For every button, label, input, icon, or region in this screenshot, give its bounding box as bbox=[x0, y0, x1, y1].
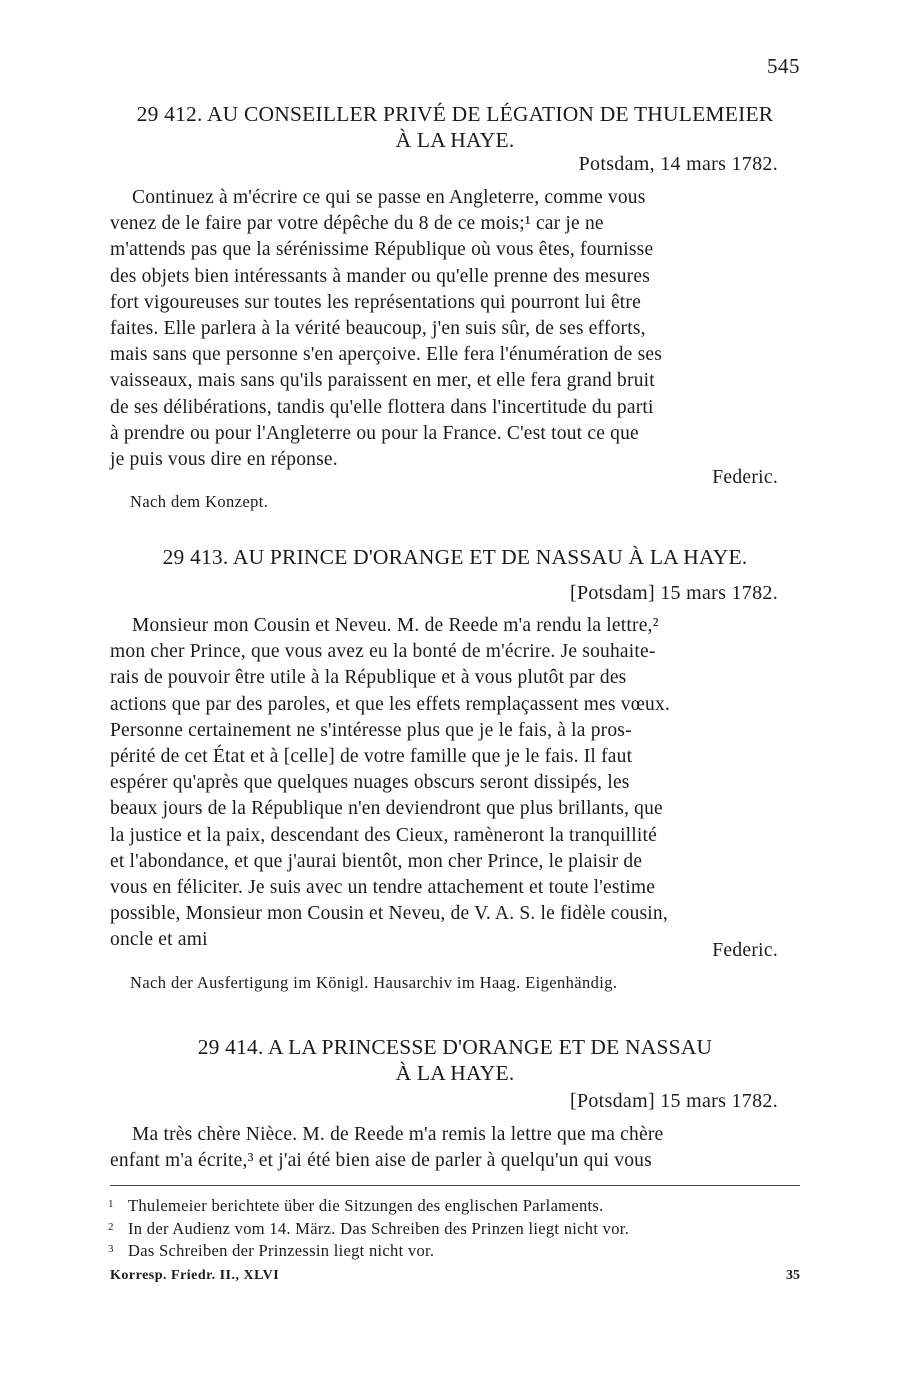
footnotes bbox=[108, 1194, 808, 1262]
heading-line: 29 414. A LA PRINCESSE D'ORANGE ET DE NASSAU bbox=[197, 1035, 713, 1059]
body-line: des objets bien intéressants à mander ou qu'elle prenne des mesures bbox=[110, 265, 651, 287]
body-line: rais de pouvoir être utile à la République et à vous plutôt par des bbox=[110, 667, 627, 689]
source-note-29412: Nach dem Konzept. bbox=[130, 492, 269, 511]
body-line: venez de le faire par votre dépêche du 8 de ce mois;¹ car je ne bbox=[110, 213, 604, 235]
body-line: possible, Monsieur mon Cousin et Neveu, de V. A. S. le fidèle cousin, bbox=[110, 903, 668, 925]
signature-29412: Federic. bbox=[712, 467, 778, 488]
body-line: de ses délibérations, tandis qu'elle flottera dans l'incertitude du parti bbox=[110, 396, 654, 418]
footnote-number: 2 bbox=[108, 1220, 114, 1233]
body-line: m'attends pas que la sérénissime République où vous êtes, fournisse bbox=[110, 239, 654, 261]
dateline-29413: [Potsdam] 15 mars 1782. bbox=[570, 582, 778, 604]
body-line: à prendre ou pour l'Angleterre ou pour la France. C'est tout ce que bbox=[110, 422, 639, 444]
body-line: fort vigoureuses sur toutes les représentations qui pourront lui être bbox=[110, 291, 641, 313]
source-note-29413: Nach der Ausfertigung im Königl. Hausarchiv im Haag. Eigenhändig. bbox=[130, 973, 618, 992]
body-line: la justice et la paix, descendant des Cieux, ramèneront la tranquillité bbox=[110, 824, 658, 846]
heading-line: À LA HAYE. bbox=[395, 1061, 515, 1085]
footnote-3 bbox=[108, 1239, 808, 1262]
letter-body-29412 bbox=[110, 185, 800, 473]
letter-heading-29413 bbox=[110, 544, 800, 570]
footnote-1 bbox=[108, 1194, 808, 1217]
footer-sheet-number: 35 bbox=[786, 1268, 800, 1283]
body-line: et l'abondance, et que j'aurai bientôt, mon cher Prince, le plaisir de bbox=[110, 850, 643, 872]
letter-body-29413 bbox=[110, 613, 800, 954]
body-line: périté de cet État et à [celle] de votre famille que je le fais. Il faut bbox=[110, 746, 633, 768]
footnote-2 bbox=[108, 1217, 808, 1240]
body-line: actions que par des paroles, et que les effets remplaçassent mes vœux. bbox=[110, 693, 670, 715]
heading-line: 29 412. AU CONSEILLER PRIVÉ DE LÉGATION DE THULEMEIER bbox=[136, 102, 774, 126]
footnote-rule bbox=[110, 1185, 800, 1186]
footnote-text: Das Schreiben der Prinzessin liegt nicht vor. bbox=[128, 1241, 435, 1260]
letter-heading-29412 bbox=[110, 101, 800, 153]
dateline-29414: [Potsdam] 15 mars 1782. bbox=[570, 1090, 778, 1112]
body-line: espérer qu'après que quelques nuages obscurs seront dissipés, les bbox=[110, 772, 630, 794]
dateline-29412: Potsdam, 14 mars 1782. bbox=[578, 153, 778, 175]
body-line: beaux jours de la République n'en deviendront que plus brillants, que bbox=[110, 798, 663, 820]
body-line: Continuez à m'écrire ce qui se passe en Angleterre, comme vous bbox=[132, 187, 646, 208]
signature-29413: Federic. bbox=[712, 940, 778, 961]
footnote-number: 3 bbox=[108, 1243, 114, 1255]
page-number: 545 bbox=[767, 54, 800, 78]
body-line: je puis vous dire en réponse. bbox=[110, 449, 338, 471]
body-line: vaisseaux, mais sans qu'ils paraissent en mer, et elle fera grand bruit bbox=[110, 370, 655, 392]
heading-line: 29 413. AU PRINCE D'ORANGE ET DE NASSAU À LA HAYE. bbox=[162, 545, 748, 569]
body-line: faites. Elle parlera à la vérité beaucoup, j'en suis sûr, de ses efforts, bbox=[110, 318, 646, 340]
body-line: mon cher Prince, que vous avez eu la bonté de m'écrire. Je souhaite- bbox=[110, 641, 656, 663]
body-line: mais sans que personne s'en aperçoive. Elle fera l'énumération de ses bbox=[110, 344, 663, 366]
body-line: oncle et ami bbox=[110, 929, 208, 951]
footer-volume-signature: Korresp. Friedr. II., XLVI bbox=[110, 1268, 280, 1283]
footnote-text: In der Audienz vom 14. März. Das Schreiben des Prinzen liegt nicht vor. bbox=[128, 1218, 630, 1238]
body-line: Personne certainement ne s'intéresse plus que je le fais, à la pros- bbox=[110, 719, 632, 741]
footnote-text: Thulemeier berichtete über die Sitzungen des englischen Parlaments. bbox=[128, 1196, 604, 1215]
body-line: enfant m'a écrite,³ et j'ai été bien aise de parler à quelqu'un qui vous bbox=[110, 1150, 652, 1172]
body-line: Monsieur mon Cousin et Neveu. M. de Reede m'a rendu la lettre,² bbox=[132, 615, 659, 636]
letter-heading-29414 bbox=[110, 1034, 800, 1086]
letter-body-29414 bbox=[110, 1122, 800, 1174]
body-line: Ma très chère Nièce. M. de Reede m'a remis la lettre que ma chère bbox=[132, 1124, 664, 1145]
heading-line: À LA HAYE. bbox=[395, 128, 515, 152]
body-line: vous en féliciter. Je suis avec un tendre attachement et toute l'estime bbox=[110, 877, 656, 899]
footnote-number: 1 bbox=[108, 1198, 114, 1210]
